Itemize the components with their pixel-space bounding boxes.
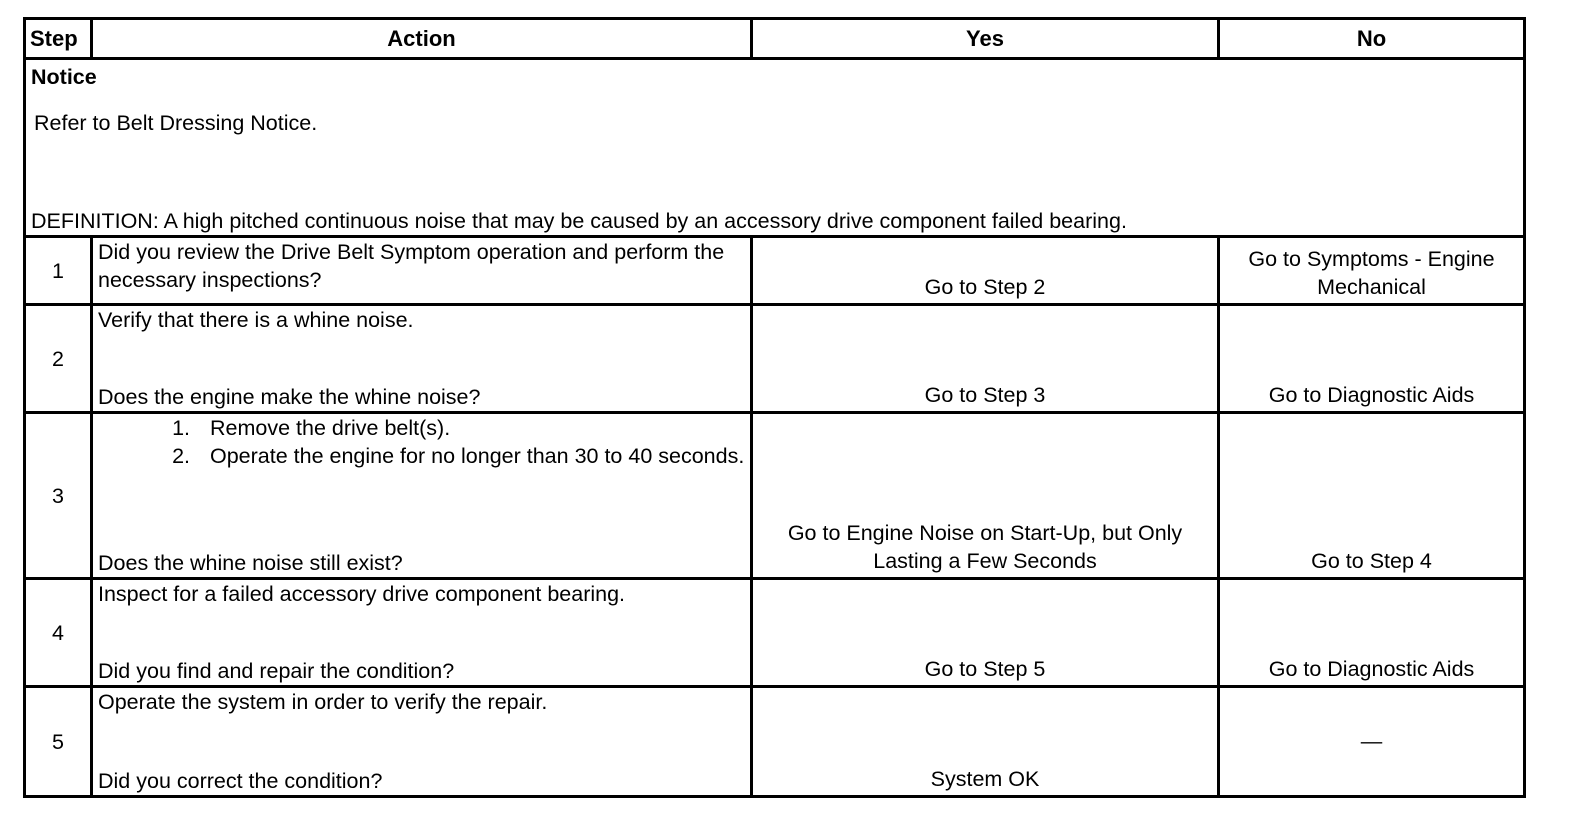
action-question: Did you find and repair the condition? xyxy=(98,659,455,683)
no-result: — xyxy=(1219,687,1525,797)
step-number: 3 xyxy=(25,413,92,579)
notice-row xyxy=(25,59,1525,237)
diagnostic-table xyxy=(23,17,1526,798)
header-step: Step xyxy=(25,19,92,59)
step-number: 2 xyxy=(25,305,92,413)
table-row xyxy=(25,237,1525,305)
notice-definition: DEFINITION: A high pitched continuous noise that may be caused by an accessory drive component failed bearing. xyxy=(31,209,1127,233)
header-yes: Yes xyxy=(752,19,1219,59)
action-text: Verify that there is a whine noise. xyxy=(98,308,414,332)
action-question: Does the whine noise still exist? xyxy=(98,551,403,575)
header-no: No xyxy=(1219,19,1525,59)
action-list-item: 2. Operate the engine for no longer than 30 to 40 seconds. xyxy=(196,442,745,470)
table-row xyxy=(25,413,1525,579)
no-result: Go to Diagnostic Aids xyxy=(1219,305,1525,413)
action-list-item: 1. Remove the drive belt(s). xyxy=(196,414,745,442)
step-number: 4 xyxy=(25,579,92,687)
notice-cell xyxy=(25,59,1525,237)
yes-result: Go to Step 5 xyxy=(752,579,1219,687)
step-number: 1 xyxy=(25,237,92,305)
no-result: Go to Symptoms - Engine Mechanical xyxy=(1219,237,1525,305)
yes-result: Go to Step 2 xyxy=(752,237,1219,305)
step-number: 5 xyxy=(25,687,92,797)
table-row xyxy=(25,687,1525,797)
action-text: Inspect for a failed accessory drive component bearing. xyxy=(98,582,626,606)
yes-result: System OK xyxy=(752,687,1219,797)
no-result: Go to Step 4 xyxy=(1219,413,1525,579)
notice-title: Notice xyxy=(31,65,97,89)
action-question: Did you correct the condition? xyxy=(98,769,383,793)
header-action: Action xyxy=(92,19,752,59)
no-result: Go to Diagnostic Aids xyxy=(1219,579,1525,687)
table-row xyxy=(25,305,1525,413)
action-text: Operate the system in order to verify the repair. xyxy=(98,690,548,714)
yes-result: Go to Step 3 xyxy=(752,305,1219,413)
action-list xyxy=(98,414,745,470)
action-question: Does the engine make the whine noise? xyxy=(98,385,481,409)
table-row xyxy=(25,579,1525,687)
header-row xyxy=(25,19,1525,59)
notice-text: Refer to Belt Dressing Notice. xyxy=(34,111,318,135)
action-text: Did you review the Drive Belt Symptom operation and perform the necessary inspections? xyxy=(92,237,752,305)
yes-result: Go to Engine Noise on Start-Up, but Only Lasting a Few Seconds xyxy=(752,413,1219,579)
